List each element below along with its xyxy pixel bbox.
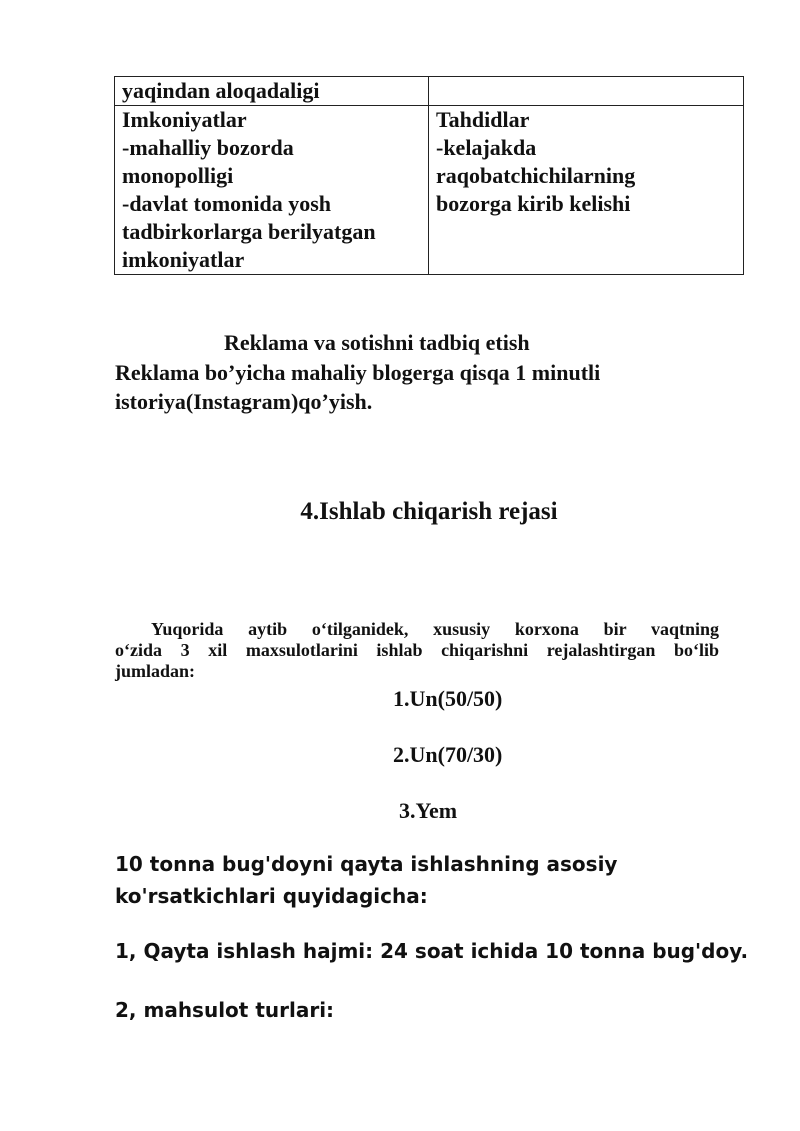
table-cell-threats [429,106,744,275]
production-paragraph [115,619,719,682]
advertising-heading: Reklama va sotishni tadbiq etish [224,330,530,355]
opportunity-line: -mahalliy bozorda [122,135,294,160]
processing-intro-line: 10 tonna bug'doyni qayta ishlashning asosiy [115,852,618,876]
cell-text: yaqindan aloqadaligi [122,78,320,103]
paragraph-line: o‘zida 3 xil maxsulotlarini ishlab chiqarishni rejalashtirgan bo‘lib [115,640,719,660]
section-title: 4.Ishlab chiqarish rejasi [300,498,558,525]
opportunity-line: -davlat tomonida yosh [122,191,332,216]
table-cell-closely-related [115,77,429,106]
threat-line: -kelajakda [436,135,537,160]
product-item-1: 1.Un(50/50) [393,686,503,711]
product-item-3: 3.Yem [399,798,458,823]
opportunities-heading: Imkoniyatlar [122,107,247,132]
product-item-2: 2.Un(70/30) [393,742,503,767]
opportunity-line: tadbirkorlarga berilyatgan [122,219,376,244]
opportunity-line: monopolligi [122,163,234,188]
table-row [115,106,744,275]
paragraph-line: jumladan: [115,661,196,681]
opportunity-line: imkoniyatlar [122,247,245,272]
processing-intro [115,848,617,912]
threats-heading: Tahdidlar [436,107,530,132]
advertising-line: Reklama bo’yicha mahaliy blogerga qisqa 1 minutli [115,360,601,385]
processing-item-1: 1, Qayta ishlash hajmi: 24 soat ichida 10 tonna bug'doy. [115,939,749,963]
advertising-text [115,358,715,416]
table-cell-empty [429,77,744,106]
swot-table [114,76,744,275]
paragraph-line: Yuqorida aytib o‘tilganidek, xususiy korxona bir vaqtning [151,619,719,639]
threat-line: bozorga kirib kelishi [436,191,631,216]
threat-line: raqobatchichilarning [436,163,636,188]
processing-item-2: 2, mahsulot turlari: [115,998,335,1022]
table-row [115,77,744,106]
table-cell-opportunities [115,106,429,275]
advertising-line: istoriya(Instagram)qo’yish. [115,389,373,414]
processing-intro-line: ko'rsatkichlari quyidagicha: [115,884,428,908]
